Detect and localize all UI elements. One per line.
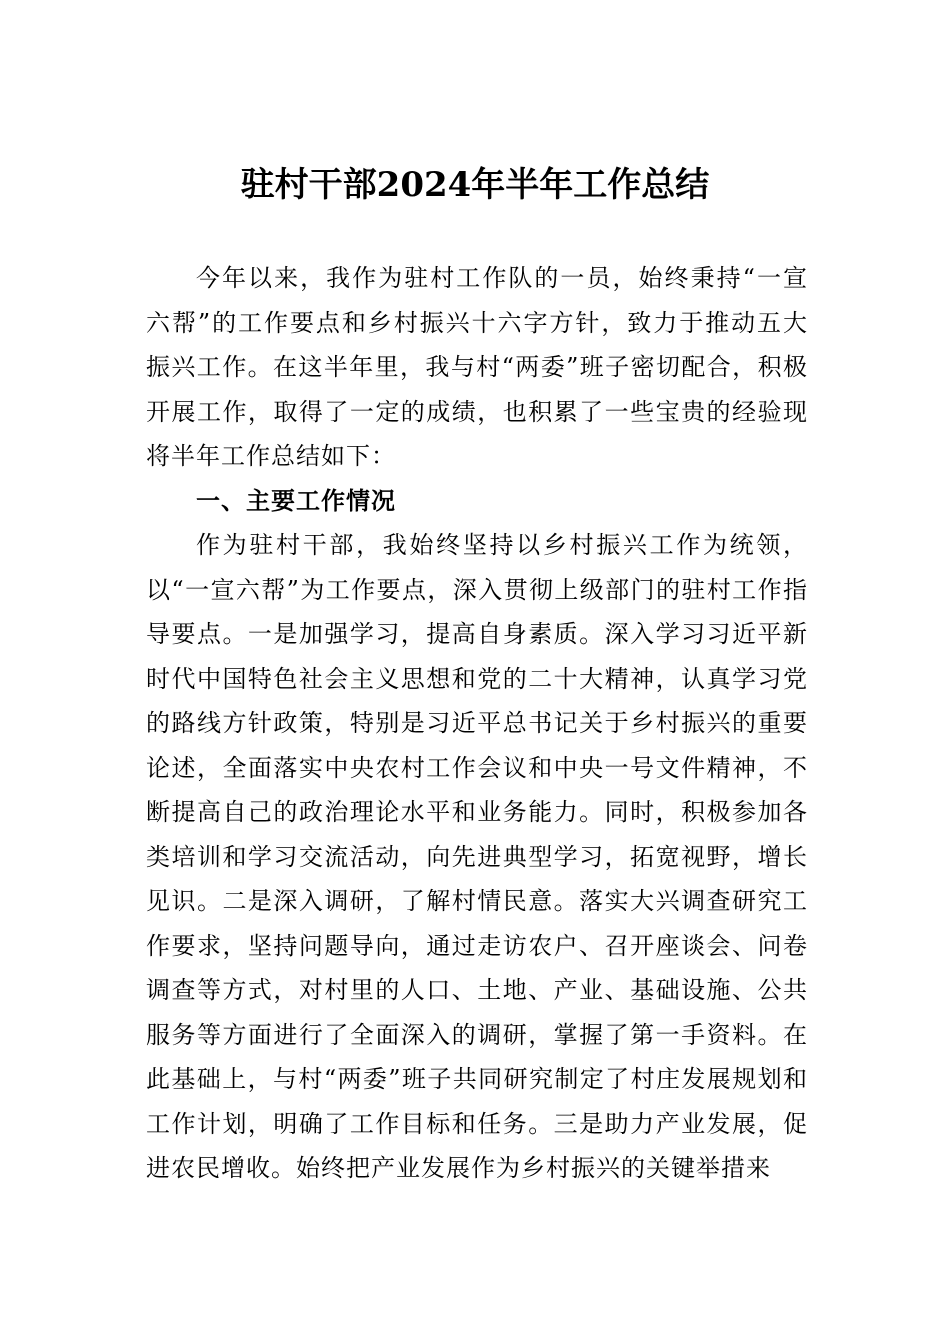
body-paragraph: 作为驻村干部，我始终坚持以乡村振兴工作为统领，以“一宣六帮”为工作要点，深入贯彻上级部门的驻村工作指导要点。一是加强学习，提高自身素质。深入学习习近平新时代中国特色社会主义思想和党的二十大精神，认真学习党的路线方针政策，特别是习近平总书记关于乡村振兴的重要论述，全面落实中央农村工作会议和中央一号文件精神，不断提高自己的政治理论水平和业务能力。同时，积极参加各类培训和学习交流活动，向先进典型学习，拓宽视野，增长见识。二是深入调研，了解村情民意。落实大兴调查研究工作要求，坚持问题导向，通过走访农户、召开座谈会、问卷调查等方式，对村里的人口、土地、产业、基础设施、公共服务等方面进行了全面深入的调研，掌握了第一手资料。在此基础上，与村“两委”班子共同研究制定了村庄发展规划和工作计划，明确了工作目标和任务。三是助力产业发展，促进农民增收。始终把产业发展作为乡村振兴的关键举措来 [146, 531, 808, 1182]
section-heading: 一、主要工作情况 [196, 486, 396, 515]
intro-paragraph: 今年以来，我作为驻村工作队的一员，始终秉持“一宣六帮”的工作要点和乡村振兴十六字方针，致力于推动五大振兴工作。在这半年里，我与村“两委”班子密切配合，积极开展工作，取得了一定的成绩，也积累了一些宝贵的经验现将半年工作总结如下： [146, 264, 808, 470]
document-title: 驻村干部2024年半年工作总结 [240, 165, 710, 205]
document-body [146, 256, 808, 1191]
